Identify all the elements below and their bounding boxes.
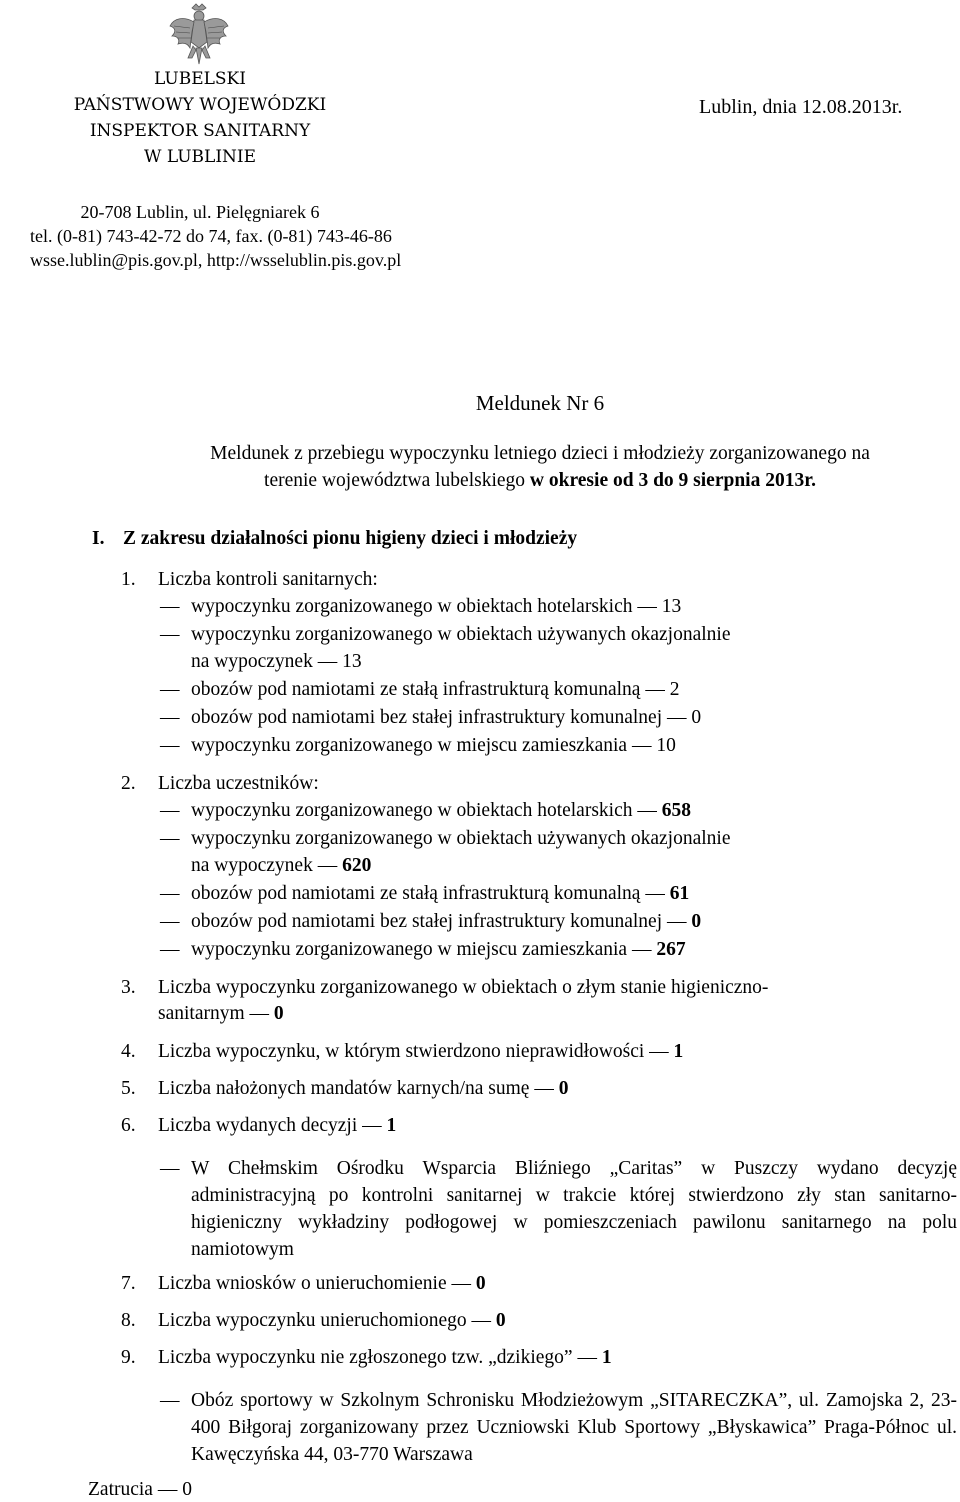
list-item-3	[121, 976, 957, 1000]
dash-separator: —	[645, 679, 665, 700]
document-title: Meldunek Nr 6	[475, 391, 605, 415]
item-text: Liczba nałożonych mandatów karnych/na sumę	[158, 1078, 530, 1099]
dash-bullet: —	[160, 883, 180, 904]
list-item-1	[121, 568, 378, 592]
dash-separator: —	[317, 651, 338, 672]
item-label: Liczba kontroli sanitarnych:	[158, 569, 378, 590]
decision-note	[160, 1155, 957, 1263]
item-text: Liczba wydanych decyzji	[158, 1115, 358, 1136]
item-value: 0	[273, 1003, 284, 1024]
section-title: Z zakresu działalności pionu higieny dzieci i młodzieży	[123, 528, 578, 549]
dash-separator: —	[362, 1115, 382, 1136]
subtitle-plain: terenie województwa lubelskiego	[264, 470, 530, 491]
item-number: 9.	[121, 1347, 136, 1368]
dash-separator: —	[157, 1479, 178, 1500]
item-value: 0	[495, 1310, 506, 1331]
dash-bullet: —	[160, 735, 180, 756]
dash-separator: —	[317, 855, 338, 876]
subitem-value: 620	[342, 855, 372, 876]
item-number: 7.	[121, 1273, 136, 1294]
dash-separator: —	[631, 939, 652, 960]
item-text: Liczba wypoczynku zorganizowanego w obiektach o złym stanie higieniczno-	[158, 977, 769, 998]
item-value: 0	[558, 1078, 569, 1099]
document-subtitle	[0, 440, 960, 494]
dash-bullet: —	[160, 911, 180, 932]
dash-bullet: —	[160, 1390, 180, 1411]
section-heading	[92, 528, 577, 550]
subitem-text: wypoczynku zorganizowanego w obiektach hotelarskich	[191, 800, 633, 821]
address-line: 20-708 Lublin, ul. Pielęgniarek 6	[80, 202, 320, 222]
list-subitem	[160, 676, 960, 703]
subtitle-line	[0, 467, 960, 494]
list-item-2	[121, 772, 319, 796]
subitem-text: obozów pod namiotami ze stałą infrastrukturą komunalną	[191, 883, 641, 904]
subitem-value: 61	[669, 883, 690, 904]
dash-separator: —	[667, 911, 687, 932]
item-number: 6.	[121, 1115, 136, 1136]
institution-address	[30, 200, 402, 272]
item-text: Liczba wypoczynku nie zgłoszonego tzw. „dzikiego”	[158, 1347, 573, 1368]
dash-separator: —	[249, 1003, 270, 1024]
list-item-4	[121, 1040, 683, 1064]
list-subitem	[160, 621, 960, 675]
subtitle-period: w okresie od 3 do 9 sierpnia 2013r.	[529, 470, 816, 491]
list-item-3-cont	[158, 1002, 284, 1026]
subitem-value: 13	[342, 651, 362, 672]
list-subitem	[160, 880, 960, 907]
list-subitem	[160, 825, 960, 879]
item-text: Liczba wniosków o unieruchomienie	[158, 1273, 447, 1294]
item-text: Liczba wypoczynku unieruchomionego	[158, 1310, 467, 1331]
item-number: 1.	[121, 569, 136, 590]
subitem-value: 13	[661, 596, 682, 617]
phone-line: tel. (0-81) 743-42-72 do 74, fax. (0-81) 743-46-86	[30, 226, 392, 246]
footer-value: 0	[182, 1479, 192, 1500]
subitem-text: wypoczynku zorganizowanego w obiektach hotelarskich	[191, 596, 633, 617]
section-number: I.	[92, 528, 105, 549]
dash-bullet: —	[160, 624, 180, 645]
dash-separator: —	[645, 883, 665, 904]
institution-line: INSPEKTOR SANITARNY	[89, 121, 311, 141]
subitem-value: 2	[669, 679, 680, 700]
list-subitem	[160, 732, 960, 759]
subitem-text: obozów pod namiotami bez stałej infrastruktury komunalnej	[191, 707, 663, 728]
footer-label: Zatrucia	[88, 1479, 153, 1500]
item-value: 0	[475, 1273, 486, 1294]
dash-separator: —	[631, 735, 652, 756]
item-number: 5.	[121, 1078, 136, 1099]
dash-separator: —	[534, 1078, 554, 1099]
subitem-value: 267	[656, 939, 686, 960]
polish-eagle-emblem-icon	[166, 2, 232, 68]
dash-bullet: —	[160, 679, 180, 700]
list-item-8	[121, 1309, 506, 1333]
dash-separator: —	[451, 1273, 471, 1294]
item-number: 4.	[121, 1041, 136, 1062]
dash-bullet: —	[160, 828, 180, 849]
list-subitem	[160, 908, 960, 935]
item-number: 2.	[121, 773, 136, 794]
dash-separator: —	[637, 800, 657, 821]
dash-bullet: —	[160, 1158, 180, 1179]
item-number: 3.	[121, 977, 136, 998]
unregistered-camp-note	[160, 1387, 957, 1468]
subitem-value: 0	[691, 911, 702, 932]
document-date: Lublin, dnia 12.08.2013r.	[699, 96, 903, 118]
dash-bullet: —	[160, 800, 180, 821]
subtitle-line: Meldunek z przebiegu wypoczynku letniego dzieci i młodzieży zorganizowanego na	[210, 443, 870, 464]
note-text: Obóz sportowy w Szkolnym Schronisku Młodzieżowym „SITARECZKA”, ul. Zamojska 2, 23-400 Biłgoraj zorganizowany przez Uczniowski Klub Sportowy „Błyskawica” Praga-Północ ul. Kawęczyńska 44, 03-770 Warszawa	[191, 1390, 957, 1465]
subitem-value: 658	[661, 800, 691, 821]
subitem-text: wypoczynku zorganizowanego w obiektach używanych okazjonalnie	[191, 828, 731, 849]
item-label: Liczba uczestników:	[158, 773, 319, 794]
subitem-text-cont: na wypoczynek	[191, 651, 313, 672]
subitem-text: wypoczynku zorganizowanego w miejscu zamieszkania	[191, 735, 628, 756]
dash-bullet: —	[160, 596, 180, 617]
list-subitem	[160, 593, 960, 620]
item-value: 1	[673, 1041, 684, 1062]
list-item-6	[121, 1114, 396, 1138]
subitem-value: 10	[656, 735, 676, 756]
dash-separator: —	[667, 707, 687, 728]
item-text: Liczba wypoczynku, w którym stwierdzono nieprawidłowości	[158, 1041, 645, 1062]
item-value: 1	[601, 1347, 612, 1368]
institution-line: PAŃSTWOWY WOJEWÓDZKI	[73, 95, 327, 115]
dash-separator: —	[637, 596, 657, 617]
institution-line: LUBELSKI	[154, 69, 246, 89]
list-item-9	[121, 1346, 612, 1370]
dash-separator: —	[649, 1041, 669, 1062]
dash-separator: —	[577, 1347, 597, 1368]
subitem-text: obozów pod namiotami bez stałej infrastruktury komunalnej	[191, 911, 663, 932]
institution-name	[30, 66, 370, 170]
list-subitem	[160, 936, 960, 963]
subitem-text: obozów pod namiotami ze stałą infrastrukturą komunalną	[191, 679, 641, 700]
list-subitem	[160, 704, 960, 731]
list-subitem	[160, 797, 960, 824]
subitem-text: wypoczynku zorganizowanego w obiektach używanych okazjonalnie	[191, 624, 731, 645]
subitem-value: 0	[691, 707, 702, 728]
note-text: W Chełmskim Ośrodku Wsparcia Bliźniego „Caritas” w Puszczy wydano decyzję administracyjną po kontrolni sanitarnej w trakcie której stwierdzono zły stan sanitarno-higieniczny wykładziny podłogowej w pomieszczeniach pawilonu sanitarnego na polu namiotowym	[191, 1158, 957, 1260]
dash-separator: —	[471, 1310, 492, 1331]
list-item-7	[121, 1272, 486, 1296]
list-item-5	[121, 1077, 568, 1101]
poisoning-count	[88, 1478, 192, 1502]
item-value: 1	[386, 1115, 397, 1136]
dash-bullet: —	[160, 939, 180, 960]
subitem-text-cont: na wypoczynek	[191, 855, 313, 876]
institution-line: W LUBLINIE	[143, 147, 257, 167]
contact-line: wsse.lublin@pis.gov.pl, http://wsselublin.pis.gov.pl	[30, 250, 402, 270]
dash-bullet: —	[160, 707, 180, 728]
item-number: 8.	[121, 1310, 136, 1331]
subitem-text: wypoczynku zorganizowanego w miejscu zamieszkania	[191, 939, 628, 960]
item-text-cont: sanitarnym	[158, 1003, 245, 1024]
